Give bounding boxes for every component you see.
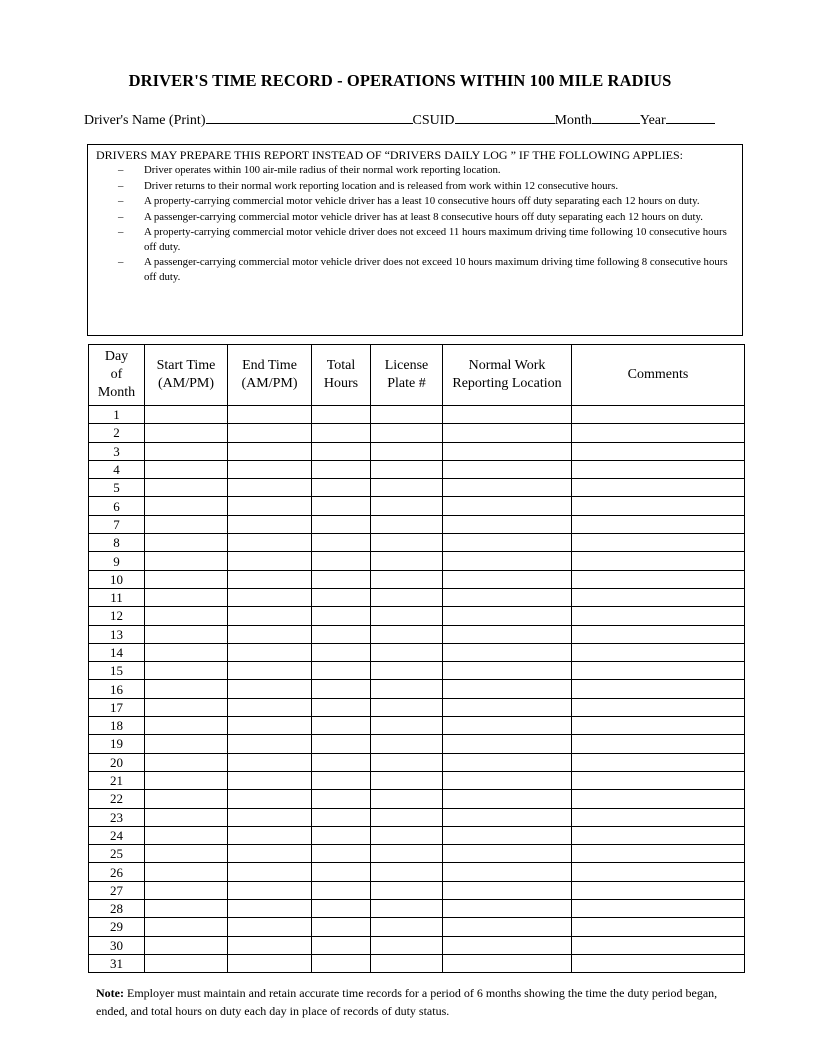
comments-cell[interactable] — [572, 954, 745, 972]
comments-cell[interactable] — [572, 460, 745, 478]
day-number-cell: 19 — [89, 735, 145, 753]
license-plate-cell[interactable] — [371, 790, 443, 808]
start-time-cell[interactable] — [145, 570, 228, 588]
end-time-cell[interactable] — [228, 900, 312, 918]
total-hours-cell[interactable] — [312, 607, 371, 625]
total-hours-cell[interactable] — [312, 680, 371, 698]
reporting-location-cell[interactable] — [443, 863, 572, 881]
license-plate-cell[interactable] — [371, 460, 443, 478]
start-time-cell[interactable] — [145, 918, 228, 936]
total-hours-cell[interactable] — [312, 881, 371, 899]
start-time-cell[interactable] — [145, 662, 228, 680]
total-hours-cell[interactable] — [312, 662, 371, 680]
retention-note — [96, 984, 736, 1020]
day-number-cell: 5 — [89, 479, 145, 497]
start-time-cell[interactable] — [145, 460, 228, 478]
end-time-cell[interactable] — [228, 698, 312, 716]
table-row — [89, 643, 745, 661]
license-plate-cell[interactable] — [371, 607, 443, 625]
reporting-location-cell[interactable] — [443, 662, 572, 680]
comments-cell[interactable] — [572, 881, 745, 899]
day-number-cell: 26 — [89, 863, 145, 881]
comments-cell[interactable] — [572, 607, 745, 625]
reporting-location-cell[interactable] — [443, 735, 572, 753]
reporting-location-cell[interactable] — [443, 552, 572, 570]
total-hours-cell[interactable] — [312, 460, 371, 478]
comments-cell[interactable] — [572, 406, 745, 424]
page-title: DRIVER'S TIME RECORD - OPERATIONS WITHIN 100 MILE RADIUS — [128, 71, 672, 90]
table-row — [89, 662, 745, 680]
license-plate-cell[interactable] — [371, 954, 443, 972]
reporting-location-cell[interactable] — [443, 534, 572, 552]
license-plate-cell[interactable] — [371, 936, 443, 954]
reporting-location-cell[interactable] — [443, 698, 572, 716]
reporting-location-cell[interactable] — [443, 607, 572, 625]
reporting-location-cell[interactable] — [443, 406, 572, 424]
end-time-cell[interactable] — [228, 497, 312, 515]
table-row — [89, 625, 745, 643]
total-hours-cell[interactable] — [312, 588, 371, 606]
start-time-cell[interactable] — [145, 735, 228, 753]
note-lead: Note: — [96, 986, 124, 1000]
total-hours-cell[interactable] — [312, 643, 371, 661]
day-number-cell: 4 — [89, 460, 145, 478]
license-plate-cell[interactable] — [371, 625, 443, 643]
reporting-location-cell[interactable] — [443, 442, 572, 460]
year-label: Year — [639, 113, 666, 128]
license-plate-cell[interactable] — [371, 424, 443, 442]
day-number-cell: 28 — [89, 900, 145, 918]
day-number-cell: 23 — [89, 808, 145, 826]
start-time-cell[interactable] — [145, 552, 228, 570]
end-time-cell[interactable] — [228, 936, 312, 954]
start-time-cell[interactable] — [145, 442, 228, 460]
day-number-cell: 24 — [89, 826, 145, 844]
table-header-row — [89, 345, 745, 406]
reporting-location-cell[interactable] — [443, 588, 572, 606]
end-time-cell[interactable] — [228, 735, 312, 753]
license-plate-cell[interactable] — [371, 881, 443, 899]
end-time-cell[interactable] — [228, 771, 312, 789]
reporting-location-cell[interactable] — [443, 771, 572, 789]
reporting-location-cell[interactable] — [443, 625, 572, 643]
start-time-cell[interactable] — [145, 900, 228, 918]
comments-cell[interactable] — [572, 936, 745, 954]
note-text: Employer must maintain and retain accurate time records for a period of 6 months showing the time the duty period began, ended, and total hours on duty each day in place of records of duty status. — [96, 986, 718, 1018]
license-plate-cell[interactable] — [371, 552, 443, 570]
comments-cell[interactable] — [572, 442, 745, 460]
total-hours-cell[interactable] — [312, 534, 371, 552]
table-row — [89, 918, 745, 936]
comments-cell[interactable] — [572, 662, 745, 680]
rule-item — [118, 194, 730, 209]
reporting-location-cell[interactable] — [443, 570, 572, 588]
reporting-location-cell[interactable] — [443, 826, 572, 844]
reporting-location-cell[interactable] — [443, 881, 572, 899]
license-plate-cell[interactable] — [371, 479, 443, 497]
table-row — [89, 680, 745, 698]
end-time-cell[interactable] — [228, 515, 312, 533]
reporting-location-cell[interactable] — [443, 643, 572, 661]
license-plate-cell[interactable] — [371, 534, 443, 552]
start-time-cell[interactable] — [145, 771, 228, 789]
day-number-cell: 6 — [89, 497, 145, 515]
table-row — [89, 753, 745, 771]
reporting-location-cell[interactable] — [443, 845, 572, 863]
start-time-cell[interactable] — [145, 753, 228, 771]
end-time-cell[interactable] — [228, 826, 312, 844]
license-plate-cell[interactable] — [371, 900, 443, 918]
day-number-cell: 25 — [89, 845, 145, 863]
end-time-cell[interactable] — [228, 790, 312, 808]
start-time-cell[interactable] — [145, 515, 228, 533]
start-time-cell[interactable] — [145, 607, 228, 625]
license-plate-cell[interactable] — [371, 918, 443, 936]
start-time-cell[interactable] — [145, 936, 228, 954]
header-day-of-month: Day of Month — [89, 345, 145, 406]
day-number-cell: 17 — [89, 698, 145, 716]
license-plate-cell[interactable] — [371, 588, 443, 606]
day-number-cell: 20 — [89, 753, 145, 771]
total-hours-cell[interactable] — [312, 771, 371, 789]
license-plate-cell[interactable] — [371, 406, 443, 424]
table-row — [89, 900, 745, 918]
reporting-location-cell[interactable] — [443, 717, 572, 735]
reporting-location-cell[interactable] — [443, 479, 572, 497]
license-plate-cell[interactable] — [371, 845, 443, 863]
start-time-cell[interactable] — [145, 588, 228, 606]
total-hours-cell[interactable] — [312, 936, 371, 954]
day-number-cell: 3 — [89, 442, 145, 460]
table-row — [89, 826, 745, 844]
start-time-cell[interactable] — [145, 643, 228, 661]
rule-item — [118, 163, 730, 178]
table-row — [89, 863, 745, 881]
header-comments: Comments — [572, 345, 745, 406]
total-hours-cell[interactable] — [312, 826, 371, 844]
total-hours-cell[interactable] — [312, 515, 371, 533]
table-row — [89, 406, 745, 424]
total-hours-cell[interactable] — [312, 845, 371, 863]
license-plate-cell[interactable] — [371, 698, 443, 716]
total-hours-cell[interactable] — [312, 790, 371, 808]
comments-cell[interactable] — [572, 625, 745, 643]
table-row — [89, 845, 745, 863]
table-row — [89, 552, 745, 570]
dash-bullet-icon: – — [118, 226, 124, 238]
total-hours-cell[interactable] — [312, 735, 371, 753]
total-hours-cell[interactable] — [312, 753, 371, 771]
end-time-cell[interactable] — [228, 534, 312, 552]
total-hours-cell[interactable] — [312, 863, 371, 881]
start-time-cell[interactable] — [145, 863, 228, 881]
end-time-cell[interactable] — [228, 625, 312, 643]
table-row — [89, 717, 745, 735]
start-time-cell[interactable] — [145, 717, 228, 735]
reporting-location-cell[interactable] — [443, 900, 572, 918]
comments-cell[interactable] — [572, 808, 745, 826]
reporting-location-cell[interactable] — [443, 424, 572, 442]
start-time-cell[interactable] — [145, 790, 228, 808]
table-body — [89, 406, 745, 973]
table-row — [89, 588, 745, 606]
license-plate-cell[interactable] — [371, 570, 443, 588]
year-field[interactable] — [666, 110, 715, 124]
day-number-cell: 7 — [89, 515, 145, 533]
start-time-cell[interactable] — [145, 680, 228, 698]
license-plate-cell[interactable] — [371, 515, 443, 533]
day-number-cell: 14 — [89, 643, 145, 661]
license-plate-cell[interactable] — [371, 442, 443, 460]
day-number-cell: 22 — [89, 790, 145, 808]
total-hours-cell[interactable] — [312, 424, 371, 442]
rule-text: Driver operates within 100 air-mile radius of their normal work reporting location. — [144, 164, 501, 176]
day-number-cell: 21 — [89, 771, 145, 789]
total-hours-cell[interactable] — [312, 808, 371, 826]
reporting-location-cell[interactable] — [443, 808, 572, 826]
end-time-cell[interactable] — [228, 808, 312, 826]
comments-cell[interactable] — [572, 570, 745, 588]
end-time-cell[interactable] — [228, 643, 312, 661]
table-row — [89, 497, 745, 515]
end-time-cell[interactable] — [228, 863, 312, 881]
day-number-cell: 27 — [89, 881, 145, 899]
table-row — [89, 881, 745, 899]
rule-text: A passenger-carrying commercial motor vehicle driver has at least 8 consecutive hours off duty separating each 12 hours on duty. — [144, 210, 703, 223]
dash-bullet-icon: – — [118, 164, 124, 176]
day-number-cell: 31 — [89, 954, 145, 972]
comments-cell[interactable] — [572, 717, 745, 735]
table-row — [89, 607, 745, 625]
start-time-cell[interactable] — [145, 808, 228, 826]
dash-bullet-icon: – — [118, 195, 124, 207]
rule-text: A passenger-carrying commercial motor vehicle driver does not exceed 10 hours maximum driving time following 8 consecutive hours off duty. — [144, 256, 728, 283]
comments-cell[interactable] — [572, 826, 745, 844]
dash-bullet-icon: – — [118, 179, 124, 192]
total-hours-cell[interactable] — [312, 900, 371, 918]
header-total-hours: Total Hours — [312, 345, 371, 406]
table-row — [89, 442, 745, 460]
end-time-cell[interactable] — [228, 662, 312, 680]
day-number-cell: 18 — [89, 717, 145, 735]
table-row — [89, 771, 745, 789]
license-plate-cell[interactable] — [371, 735, 443, 753]
license-plate-cell[interactable] — [371, 497, 443, 515]
table-row — [89, 479, 745, 497]
table-row — [89, 954, 745, 972]
start-time-cell[interactable] — [145, 497, 228, 515]
header-end-time: End Time (AM/PM) — [228, 345, 312, 406]
header-start-time: Start Time (AM/PM) — [145, 345, 228, 406]
driver-name-field[interactable] — [206, 110, 413, 124]
license-plate-cell[interactable] — [371, 680, 443, 698]
end-time-cell[interactable] — [228, 442, 312, 460]
reporting-location-cell[interactable] — [443, 790, 572, 808]
table-row — [89, 570, 745, 588]
table-row — [89, 424, 745, 442]
dash-bullet-icon: – — [118, 256, 124, 268]
total-hours-cell[interactable] — [312, 552, 371, 570]
comments-cell[interactable] — [572, 918, 745, 936]
header-license-plate: License Plate # — [371, 345, 443, 406]
rule-item — [118, 255, 730, 284]
start-time-cell[interactable] — [145, 826, 228, 844]
table-row — [89, 460, 745, 478]
rule-item — [118, 179, 730, 194]
reporting-location-cell[interactable] — [443, 936, 572, 954]
csuid-field[interactable] — [455, 110, 555, 124]
comments-cell[interactable] — [572, 771, 745, 789]
end-time-cell[interactable] — [228, 479, 312, 497]
comments-cell[interactable] — [572, 497, 745, 515]
start-time-cell[interactable] — [145, 881, 228, 899]
license-plate-cell[interactable] — [371, 771, 443, 789]
reporting-location-cell[interactable] — [443, 753, 572, 771]
total-hours-cell[interactable] — [312, 717, 371, 735]
end-time-cell[interactable] — [228, 845, 312, 863]
comments-cell[interactable] — [572, 735, 745, 753]
reporting-location-cell[interactable] — [443, 918, 572, 936]
end-time-cell[interactable] — [228, 918, 312, 936]
total-hours-cell[interactable] — [312, 570, 371, 588]
comments-cell[interactable] — [572, 680, 745, 698]
table-row — [89, 790, 745, 808]
table-row — [89, 515, 745, 533]
end-time-cell[interactable] — [228, 954, 312, 972]
start-time-cell[interactable] — [145, 845, 228, 863]
reporting-location-cell[interactable] — [443, 497, 572, 515]
comments-cell[interactable] — [572, 552, 745, 570]
day-number-cell: 9 — [89, 552, 145, 570]
license-plate-cell[interactable] — [371, 863, 443, 881]
eligibility-rules-box — [87, 144, 743, 336]
comments-cell[interactable] — [572, 698, 745, 716]
comments-cell[interactable] — [572, 479, 745, 497]
comments-cell[interactable] — [572, 643, 745, 661]
end-time-cell[interactable] — [228, 406, 312, 424]
table-row — [89, 698, 745, 716]
dash-bullet-icon: – — [118, 210, 124, 223]
rule-text: Driver returns to their normal work reporting location and is released from work within 12 consecutive hours. — [144, 179, 619, 192]
table-row — [89, 735, 745, 753]
total-hours-cell[interactable] — [312, 442, 371, 460]
rules-list — [118, 163, 730, 285]
end-time-cell[interactable] — [228, 607, 312, 625]
day-number-cell: 12 — [89, 607, 145, 625]
csuid-label: CSUID — [412, 113, 455, 128]
license-plate-cell[interactable] — [371, 717, 443, 735]
start-time-cell[interactable] — [145, 698, 228, 716]
total-hours-cell[interactable] — [312, 954, 371, 972]
start-time-cell[interactable] — [145, 534, 228, 552]
total-hours-cell[interactable] — [312, 625, 371, 643]
end-time-cell[interactable] — [228, 753, 312, 771]
day-number-cell: 13 — [89, 625, 145, 643]
comments-cell[interactable] — [572, 534, 745, 552]
reporting-location-cell[interactable] — [443, 460, 572, 478]
license-plate-cell[interactable] — [371, 826, 443, 844]
start-time-cell[interactable] — [145, 424, 228, 442]
time-record-table — [88, 344, 745, 973]
month-label: Month — [554, 113, 592, 128]
header-reporting-location: Normal Work Reporting Location — [443, 345, 572, 406]
start-time-cell[interactable] — [145, 954, 228, 972]
rule-text: A property-carrying commercial motor vehicle driver has a least 10 consecutive hours off duty separating each 12 hours on duty. — [144, 195, 700, 207]
table-row — [89, 936, 745, 954]
rules-heading: DRIVERS MAY PREPARE THIS REPORT INSTEAD OF “DRIVERS DAILY LOG ” IF THE FOLLOWING APPLIES: — [96, 148, 684, 162]
comments-cell[interactable] — [572, 424, 745, 442]
end-time-cell[interactable] — [228, 460, 312, 478]
rule-text: A property-carrying commercial motor vehicle driver does not exceed 11 hours maximum driving time following 10 consecutive hours off duty. — [144, 226, 727, 253]
day-number-cell: 11 — [89, 588, 145, 606]
end-time-cell[interactable] — [228, 552, 312, 570]
day-number-cell: 8 — [89, 534, 145, 552]
day-number-cell: 1 — [89, 406, 145, 424]
license-plate-cell[interactable] — [371, 808, 443, 826]
reporting-location-cell[interactable] — [443, 515, 572, 533]
total-hours-cell[interactable] — [312, 918, 371, 936]
end-time-cell[interactable] — [228, 881, 312, 899]
total-hours-cell[interactable] — [312, 406, 371, 424]
total-hours-cell[interactable] — [312, 698, 371, 716]
day-number-cell: 16 — [89, 680, 145, 698]
end-time-cell[interactable] — [228, 588, 312, 606]
end-time-cell[interactable] — [228, 424, 312, 442]
month-field[interactable] — [592, 110, 640, 124]
comments-cell[interactable] — [572, 753, 745, 771]
day-number-cell: 2 — [89, 424, 145, 442]
end-time-cell[interactable] — [228, 570, 312, 588]
total-hours-cell[interactable] — [312, 479, 371, 497]
end-time-cell[interactable] — [228, 680, 312, 698]
reporting-location-cell[interactable] — [443, 954, 572, 972]
comments-cell[interactable] — [572, 515, 745, 533]
start-time-cell[interactable] — [145, 406, 228, 424]
day-number-cell: 29 — [89, 918, 145, 936]
reporting-location-cell[interactable] — [443, 680, 572, 698]
driver-name-label: Driver's Name (Print) — [84, 113, 206, 128]
start-time-cell[interactable] — [145, 625, 228, 643]
day-number-cell: 30 — [89, 936, 145, 954]
comments-cell[interactable] — [572, 863, 745, 881]
license-plate-cell[interactable] — [371, 753, 443, 771]
comments-cell[interactable] — [572, 790, 745, 808]
end-time-cell[interactable] — [228, 717, 312, 735]
comments-cell[interactable] — [572, 900, 745, 918]
day-number-cell: 15 — [89, 662, 145, 680]
rule-item — [118, 210, 730, 225]
start-time-cell[interactable] — [145, 479, 228, 497]
comments-cell[interactable] — [572, 845, 745, 863]
driver-info-line — [84, 110, 715, 129]
license-plate-cell[interactable] — [371, 662, 443, 680]
license-plate-cell[interactable] — [371, 643, 443, 661]
table-row — [89, 534, 745, 552]
rule-item — [118, 225, 730, 254]
total-hours-cell[interactable] — [312, 497, 371, 515]
table-row — [89, 808, 745, 826]
day-number-cell: 10 — [89, 570, 145, 588]
comments-cell[interactable] — [572, 588, 745, 606]
